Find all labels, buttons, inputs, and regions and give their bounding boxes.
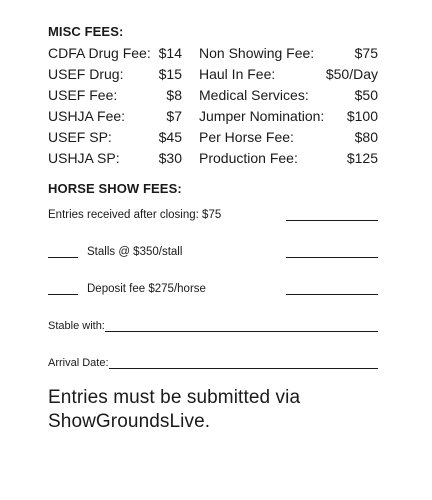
fee-row bbox=[48, 127, 199, 148]
late-entries-amount-field[interactable] bbox=[286, 206, 378, 221]
fee-amount: $45 bbox=[158, 129, 182, 145]
fee-row bbox=[199, 43, 378, 64]
fee-amount: $50/Day bbox=[325, 66, 378, 82]
fee-amount: $15 bbox=[158, 66, 182, 82]
fee-row bbox=[48, 85, 199, 106]
misc-fees-right-column bbox=[199, 43, 378, 169]
submission-notice bbox=[48, 386, 378, 434]
fee-amount: $14 bbox=[158, 45, 182, 61]
notice-line-2: ShowGroundsLive. bbox=[48, 411, 211, 432]
fee-amount: $50 bbox=[354, 87, 378, 103]
arrival-date-label: Arrival Date: bbox=[48, 357, 109, 369]
horse-show-fees-heading: HORSE SHOW FEES: bbox=[48, 181, 182, 196]
fee-name: USEF SP: bbox=[48, 129, 112, 145]
fee-amount: $80 bbox=[354, 129, 378, 145]
fee-amount: $8 bbox=[166, 87, 182, 103]
misc-fees-table bbox=[48, 43, 378, 169]
stalls-row bbox=[48, 240, 378, 258]
fee-name: USHJA Fee: bbox=[48, 108, 126, 124]
arrival-date-field[interactable] bbox=[109, 354, 378, 369]
fee-row bbox=[48, 64, 199, 85]
horse-show-fees-section bbox=[48, 181, 378, 369]
fee-name: Production Fee: bbox=[199, 150, 298, 166]
fee-row bbox=[48, 106, 199, 127]
fee-name: USEF Fee: bbox=[48, 87, 118, 103]
fee-form bbox=[48, 24, 378, 434]
stalls-label: Stalls @ $350/stall bbox=[87, 246, 183, 258]
fee-row bbox=[199, 64, 378, 85]
deposit-amount-field[interactable] bbox=[286, 280, 378, 295]
fee-amount: $7 bbox=[166, 108, 182, 124]
misc-fees-left-column bbox=[48, 43, 199, 169]
stalls-amount-field[interactable] bbox=[286, 243, 378, 258]
misc-fees-heading: MISC FEES: bbox=[48, 24, 124, 39]
fee-row bbox=[199, 85, 378, 106]
fee-name: Non Showing Fee: bbox=[199, 45, 315, 61]
arrival-date-row bbox=[48, 351, 378, 369]
fee-name: Medical Services: bbox=[199, 87, 309, 103]
fee-name: Per Horse Fee: bbox=[199, 129, 294, 145]
fee-row bbox=[199, 148, 378, 169]
deposit-quantity-field[interactable] bbox=[48, 280, 78, 295]
stable-with-field[interactable] bbox=[105, 317, 378, 332]
fee-row bbox=[199, 106, 378, 127]
fee-name: USEF Drug: bbox=[48, 66, 124, 82]
fee-amount: $125 bbox=[346, 150, 378, 166]
notice-line-1: Entries must be submitted via bbox=[48, 387, 301, 408]
fee-amount: $75 bbox=[354, 45, 378, 61]
fee-name: CDFA Drug Fee: bbox=[48, 45, 151, 61]
stable-with-row bbox=[48, 314, 378, 332]
deposit-row bbox=[48, 277, 378, 295]
fee-name: Jumper Nomination: bbox=[199, 108, 325, 124]
stalls-quantity-field[interactable] bbox=[48, 243, 78, 258]
fee-row bbox=[199, 127, 378, 148]
late-entries-label: Entries received after closing: $75 bbox=[48, 209, 222, 221]
fee-row bbox=[48, 148, 199, 169]
fee-row bbox=[48, 43, 199, 64]
fee-name: Haul In Fee: bbox=[199, 66, 276, 82]
deposit-label: Deposit fee $275/horse bbox=[87, 283, 206, 295]
stable-with-label: Stable with: bbox=[48, 320, 105, 332]
fee-amount: $30 bbox=[158, 150, 182, 166]
fee-amount: $100 bbox=[346, 108, 378, 124]
fee-name: USHJA SP: bbox=[48, 150, 120, 166]
late-entries-row bbox=[48, 203, 378, 221]
